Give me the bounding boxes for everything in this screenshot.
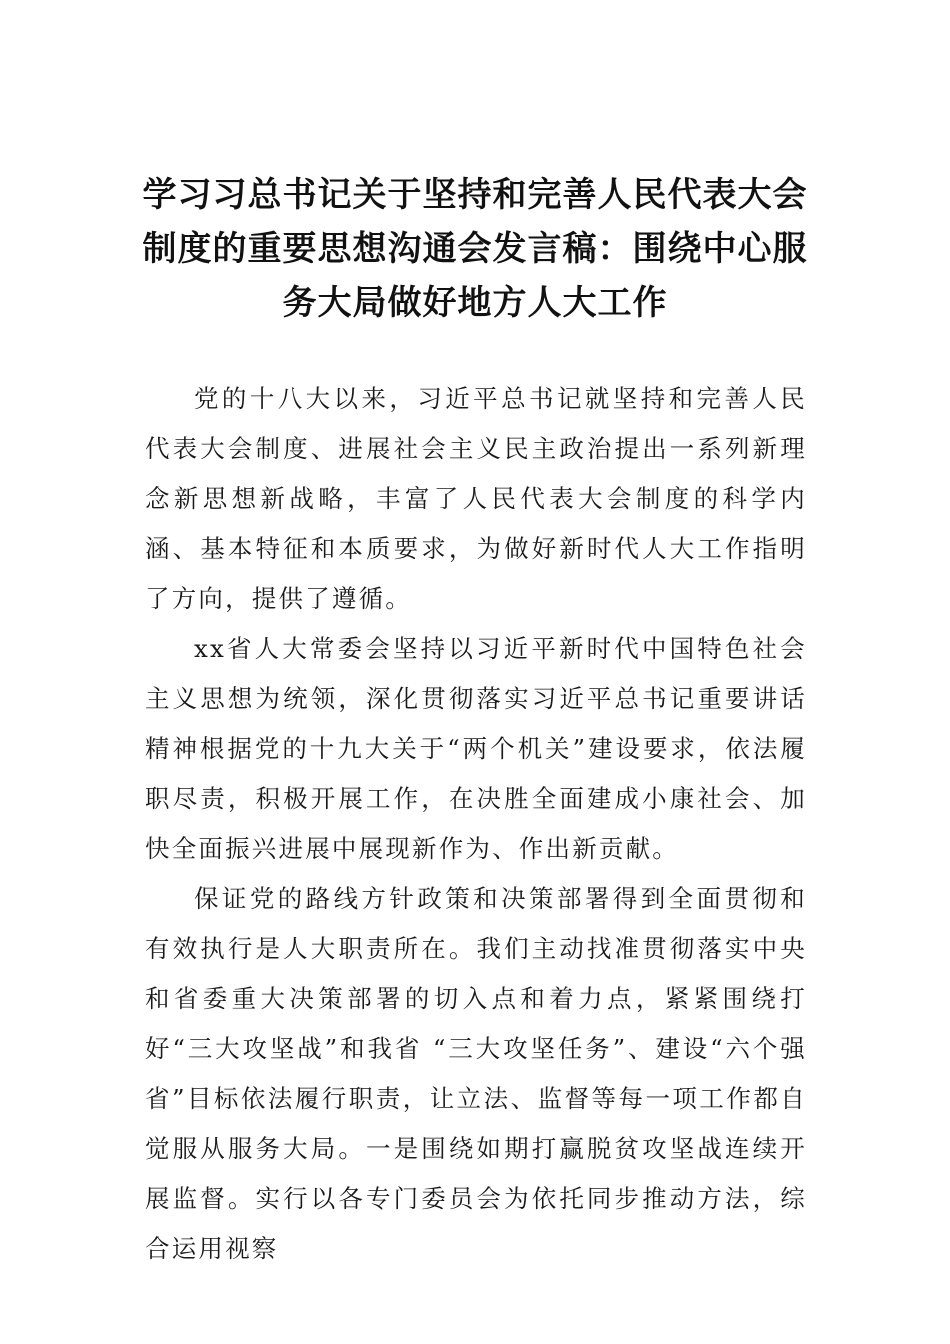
paragraph: 党的十八大以来，习近平总书记就坚持和完善人民代表大会制度、进展社会主义民主政治提出一系列新理念新思想新战略，丰富了人民代表大会制度的科学内涵、基本特征和本质要求，为做好新时代人大工作指明了方向，提供了遵循。 <box>145 384 807 613</box>
paragraph: 保证党的路线方针政策和决策部署得到全面贯彻和有效执行是人大职责所在。我们主动找准贯彻落实中央和省委重大决策部署的切入点和着力点，紧紧围绕打好“三大攻坚战”和我省 “三大攻坚任务”、建设“六个强省”目标依法履行职责，让立法、监督等每一项工作都自觉服从服务大局。一是围绕如期打赢脱贫攻坚战连续开展监督。实行以各专门委员会为依托同步推动方法，综合运用视察 <box>145 884 807 1263</box>
document-title: 学习习总书记关于坚持和完善人民代表大会制度的重要思想沟通会发言稿：围绕中心服务大局做好地方人大工作 <box>142 175 808 323</box>
paragraph: xx省人大常委会坚持以习近平新时代中国特色社会主义思想为统领，深化贯彻落实习近平总书记重要讲话精神根据党的十九大关于“两个机关”建设要求，依法履职尽责，积极开展工作，在决胜全面建成小康社会、加快全面振兴进展中展现新作为、作出新贡献。 <box>145 634 807 863</box>
document-body <box>145 374 807 1274</box>
